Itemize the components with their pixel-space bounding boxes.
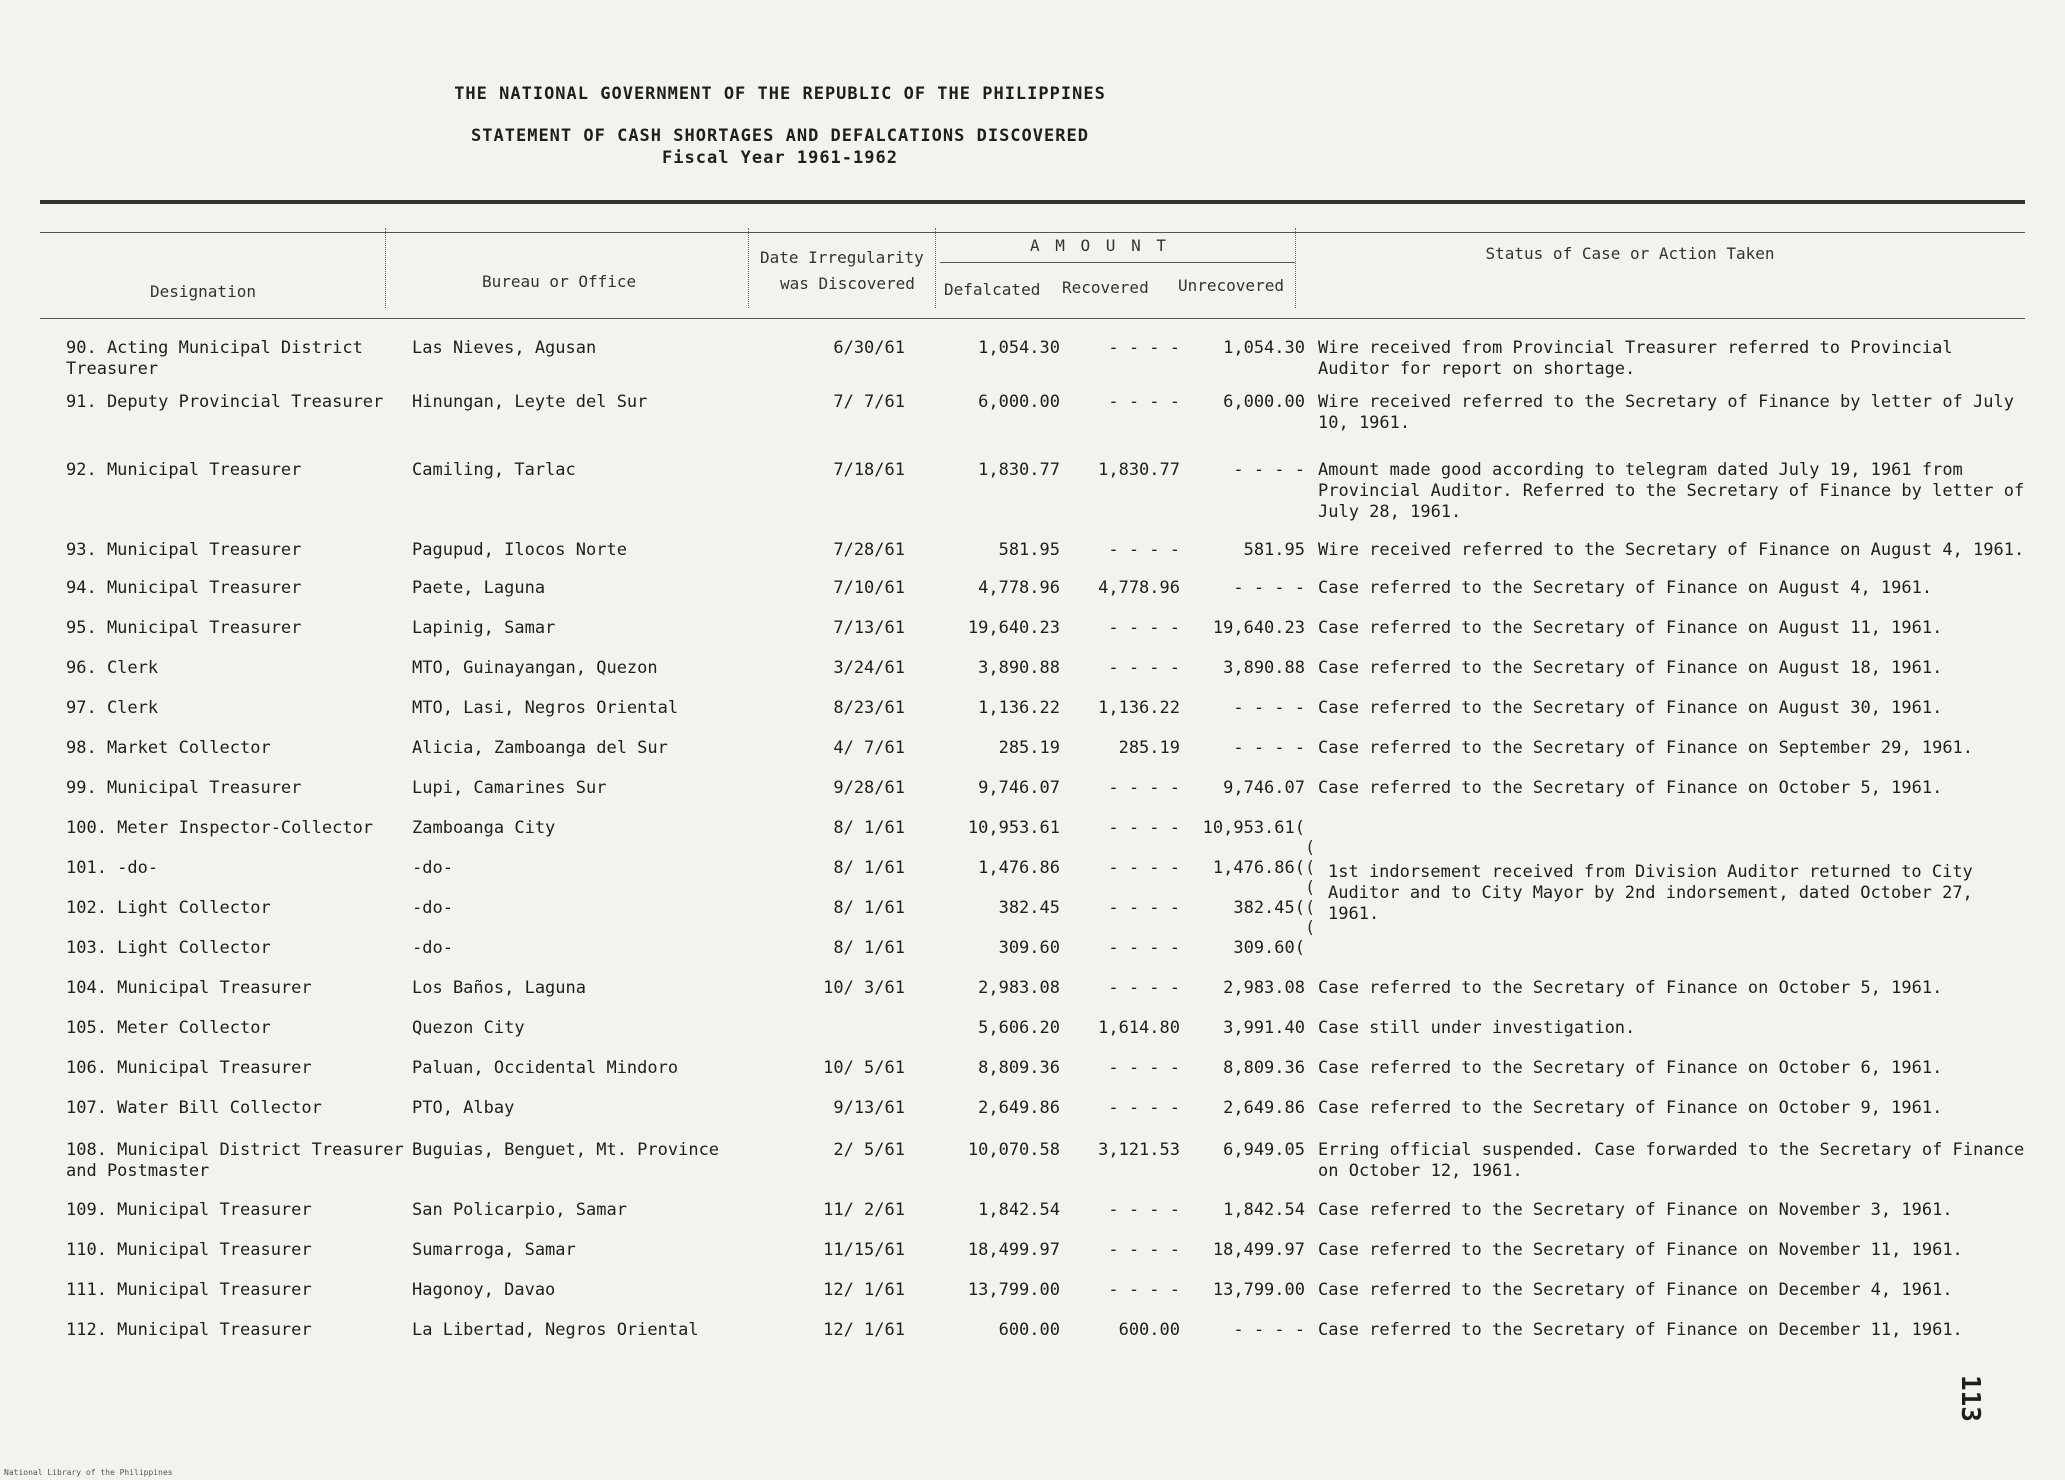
unrecovered-cell: - - - - — [1233, 578, 1305, 598]
table-row — [0, 540, 2065, 580]
designation-cell: 92. Municipal Treasurer — [66, 460, 302, 480]
designation-cell: 111. Municipal Treasurer — [66, 1280, 312, 1300]
status-cell: Wire received referred to the Secretary of Finance on August 4, 1961. — [1318, 540, 2025, 560]
unrecovered-cell: 13,799.00 — [1212, 1280, 1305, 1300]
date-cell: 8/ 1/61 — [833, 938, 905, 958]
date-cell: 3/24/61 — [833, 658, 905, 678]
defalcated-cell: 2,649.86 — [978, 1098, 1060, 1118]
unrecovered-cell: 3,890.88 — [1223, 658, 1305, 678]
status-cell: Case referred to the Secretary of Finance on October 6, 1961. — [1318, 1058, 1943, 1078]
defalcated-cell: 382.45 — [998, 898, 1060, 918]
defalcated-cell: 10,953.61 — [967, 818, 1060, 838]
defalcated-cell: 309.60 — [998, 938, 1060, 958]
designation-cell: 112. Municipal Treasurer — [66, 1320, 312, 1340]
table-row — [0, 1280, 2065, 1320]
date-cell: 11/15/61 — [823, 1240, 905, 1260]
fiscal-year: Fiscal Year 1961-1962 — [662, 148, 898, 168]
designation-cell: 109. Municipal Treasurer — [66, 1200, 312, 1220]
table-row — [0, 1140, 2065, 1180]
designation-cell: 105. Meter Collector — [66, 1018, 271, 1038]
recovered-cell: - - - - — [1108, 898, 1180, 918]
bureau-cell: Lapinig, Samar — [412, 618, 556, 638]
recovered-cell: - - - - — [1108, 392, 1180, 412]
recovered-cell: - - - - — [1108, 818, 1180, 838]
date-cell: 6/30/61 — [833, 338, 905, 358]
table-row — [0, 1098, 2065, 1138]
unrecovered-cell: 9,746.07 — [1223, 778, 1305, 798]
designation-cell: 99. Municipal Treasurer — [66, 778, 302, 798]
date-cell: 8/ 1/61 — [833, 898, 905, 918]
header-date-line2: was Discovered — [780, 274, 915, 293]
unrecovered-cell: 6,000.00 — [1223, 392, 1305, 412]
designation-cell: 106. Municipal Treasurer — [66, 1058, 312, 1078]
designation-cell: 96. Clerk — [66, 658, 159, 678]
status-cell: Case referred to the Secretary of Finance on December 4, 1961. — [1318, 1280, 1953, 1300]
table-row — [0, 460, 2065, 522]
designation-cell: 93. Municipal Treasurer — [66, 540, 302, 560]
unrecovered-cell: 581.95 — [1243, 540, 1305, 560]
table-row — [0, 698, 2065, 738]
designation-cell: 95. Municipal Treasurer — [66, 618, 302, 638]
designation-cell: 110. Municipal Treasurer — [66, 1240, 312, 1260]
status-cell: Case referred to the Secretary of Finance on August 18, 1961. — [1318, 658, 1943, 678]
date-cell: 8/23/61 — [833, 698, 905, 718]
bureau-cell: Zamboanga City — [412, 818, 556, 838]
bureau-cell: Alicia, Zamboanga del Sur — [412, 738, 668, 758]
recovered-cell: - - - - — [1108, 1098, 1180, 1118]
status-cell: Wire received referred to the Secretary of Finance by letter of July 10, 1961. — [1318, 392, 2014, 433]
status-cell: Case referred to the Secretary of Finance on October 5, 1961. — [1318, 978, 1943, 998]
date-cell: 9/13/61 — [833, 1098, 905, 1118]
designation-cell: 90. Acting Municipal District Treasurer — [66, 338, 363, 379]
status-cell: Case referred to the Secretary of Finance on September 29, 1961. — [1318, 738, 1974, 758]
bureau-cell: Quezon City — [412, 1018, 525, 1038]
bureau-cell: MTO, Lasi, Negros Oriental — [412, 698, 679, 718]
status-cell: Case referred to the Secretary of Finance on November 3, 1961. — [1318, 1200, 1953, 1220]
defalcated-cell: 9,746.07 — [978, 778, 1060, 798]
table-row — [0, 658, 2065, 698]
date-cell: 12/ 1/61 — [823, 1280, 905, 1300]
unrecovered-cell: 6,949.05 — [1223, 1140, 1305, 1160]
unrecovered-cell: 18,499.97 — [1212, 1240, 1305, 1260]
bureau-cell: Sumarroga, Samar — [412, 1240, 576, 1260]
defalcated-cell: 1,476.86 — [978, 858, 1060, 878]
defalcated-cell: 10,070.58 — [967, 1140, 1060, 1160]
bureau-cell: Lupi, Camarines Sur — [412, 778, 607, 798]
designation-cell: 97. Clerk — [66, 698, 159, 718]
bureau-cell: La Libertad, Negros Oriental — [412, 1320, 699, 1340]
header-date-line1: Date Irregularity — [760, 248, 924, 267]
unrecovered-cell: - - - - — [1233, 460, 1305, 480]
defalcated-cell: 6,000.00 — [978, 392, 1060, 412]
recovered-cell: - - - - — [1108, 1240, 1180, 1260]
column-separator — [385, 228, 386, 308]
table-row — [0, 1200, 2065, 1240]
unrecovered-cell: 1,476.86( — [1212, 858, 1305, 878]
bureau-cell: Hagonoy, Davao — [412, 1280, 556, 1300]
table-row — [0, 738, 2065, 778]
date-cell: 8/ 1/61 — [833, 818, 905, 838]
bureau-cell: Paete, Laguna — [412, 578, 546, 598]
defalcated-cell: 581.95 — [998, 540, 1060, 560]
amount-rule — [940, 262, 1295, 263]
bureau-cell: Paluan, Occidental Mindoro — [412, 1058, 679, 1078]
defalcated-cell: 600.00 — [998, 1320, 1060, 1340]
defalcated-cell: 1,830.77 — [978, 460, 1060, 480]
page-number: 113 — [1955, 1375, 1985, 1422]
defalcated-cell: 4,778.96 — [978, 578, 1060, 598]
bureau-cell: Hinungan, Leyte del Sur — [412, 392, 648, 412]
status-cell: Amount made good according to telegram dated July 19, 1961 from Provincial Auditor. Referred to the Secretary of Finance by letter of July 28, 1961. — [1318, 460, 2025, 522]
status-cell: Case still under investigation. — [1318, 1018, 1636, 1038]
column-separator — [935, 228, 936, 308]
status-cell: Erring official suspended. Case forwarded to the Secretary of Finance on October 12, 1961. — [1318, 1140, 2025, 1181]
recovered-cell: - - - - — [1108, 938, 1180, 958]
defalcated-cell: 1,842.54 — [978, 1200, 1060, 1220]
bureau-cell: -do- — [412, 898, 453, 918]
unrecovered-cell: 3,991.40 — [1223, 1018, 1305, 1038]
government-title: THE NATIONAL GOVERNMENT OF THE REPUBLIC OF THE PHILIPPINES — [454, 84, 1106, 104]
bureau-cell: MTO, Guinayangan, Quezon — [412, 658, 658, 678]
unrecovered-cell: 2,649.86 — [1223, 1098, 1305, 1118]
unrecovered-cell: 1,054.30 — [1223, 338, 1305, 358]
bureau-cell: Los Baños, Laguna — [412, 978, 586, 998]
defalcated-cell: 1,054.30 — [978, 338, 1060, 358]
unrecovered-cell: 19,640.23 — [1212, 618, 1305, 638]
column-separator — [1295, 228, 1296, 308]
bureau-cell: Pagupud, Ilocos Norte — [412, 540, 627, 560]
table-row — [0, 978, 2065, 1018]
bureau-cell: -do- — [412, 858, 453, 878]
header-top-rule — [40, 200, 2025, 204]
statement-title: STATEMENT OF CASH SHORTAGES AND DEFALCATIONS DISCOVERED — [471, 126, 1089, 146]
bureau-cell: San Policarpio, Samar — [412, 1200, 627, 1220]
recovered-cell: - - - - — [1108, 1058, 1180, 1078]
defalcated-cell: 1,136.22 — [978, 698, 1060, 718]
date-cell: 7/ 7/61 — [833, 392, 905, 412]
table-row — [0, 392, 2065, 432]
table-row — [0, 338, 2065, 378]
table-row — [0, 1240, 2065, 1280]
designation-cell: 100. Meter Inspector-Collector — [66, 818, 374, 838]
table-row — [0, 1058, 2065, 1098]
header-unrecovered: Unrecovered — [1178, 276, 1284, 295]
header-bureau: Bureau or Office — [482, 272, 637, 291]
date-cell: 7/18/61 — [833, 460, 905, 480]
recovered-cell: - - - - — [1108, 778, 1180, 798]
table-row — [0, 1018, 2065, 1058]
date-cell: 7/13/61 — [833, 618, 905, 638]
group-status-text: 1st indorsement received from Division Auditor returned to City Auditor and to City Mayor by 2nd indorsement, dated October 27, 1961. — [1328, 862, 1973, 924]
status-cell: Case referred to the Secretary of Finance on December 11, 1961. — [1318, 1320, 1963, 1340]
date-cell: 10/ 5/61 — [823, 1058, 905, 1078]
unrecovered-cell: 10,953.61( — [1202, 818, 1305, 838]
bureau-cell: PTO, Albay — [412, 1098, 515, 1118]
defalcated-cell: 2,983.08 — [978, 978, 1060, 998]
date-cell: 9/28/61 — [833, 778, 905, 798]
group-brace: ( ( ( ( ( — [1305, 838, 1316, 938]
designation-cell: 108. Municipal District Treasurer and Postmaster — [66, 1140, 404, 1181]
date-cell: 8/ 1/61 — [833, 858, 905, 878]
recovered-cell: - - - - — [1108, 978, 1180, 998]
defalcated-cell: 8,809.36 — [978, 1058, 1060, 1078]
unrecovered-cell: 1,842.54 — [1223, 1200, 1305, 1220]
recovered-cell: 4,778.96 — [1098, 578, 1180, 598]
recovered-cell: 1,830.77 — [1098, 460, 1180, 480]
designation-cell: 98. Market Collector — [66, 738, 271, 758]
unrecovered-cell: 309.60( — [1233, 938, 1305, 958]
recovered-cell: 1,614.80 — [1098, 1018, 1180, 1038]
recovered-cell: - - - - — [1108, 540, 1180, 560]
table-row — [0, 1320, 2065, 1360]
recovered-cell: - - - - — [1108, 1200, 1180, 1220]
recovered-cell: - - - - — [1108, 338, 1180, 358]
recovered-cell: 285.19 — [1118, 738, 1180, 758]
date-cell: 10/ 3/61 — [823, 978, 905, 998]
defalcated-cell: 3,890.88 — [978, 658, 1060, 678]
defalcated-cell: 5,606.20 — [978, 1018, 1060, 1038]
status-cell: Case referred to the Secretary of Finance on August 30, 1961. — [1318, 698, 1943, 718]
status-cell: Case referred to the Secretary of Finance on October 5, 1961. — [1318, 778, 1943, 798]
recovered-cell: 600.00 — [1118, 1320, 1180, 1340]
header-amount: A M O U N T — [1030, 236, 1169, 255]
recovered-cell: - - - - — [1108, 858, 1180, 878]
designation-cell: 102. Light Collector — [66, 898, 271, 918]
unrecovered-cell: - - - - — [1233, 738, 1305, 758]
unrecovered-cell: 2,983.08 — [1223, 978, 1305, 998]
footer-credit: National Library of the Philippines — [4, 1468, 173, 1477]
designation-cell: 104. Municipal Treasurer — [66, 978, 312, 998]
unrecovered-cell: 382.45( — [1233, 898, 1305, 918]
date-cell: 12/ 1/61 — [823, 1320, 905, 1340]
defalcated-cell: 285.19 — [998, 738, 1060, 758]
table-row — [0, 578, 2065, 618]
designation-cell: 103. Light Collector — [66, 938, 271, 958]
recovered-cell: 1,136.22 — [1098, 698, 1180, 718]
unrecovered-cell: - - - - — [1233, 1320, 1305, 1340]
header-status: Status of Case or Action Taken — [1485, 244, 1775, 263]
bureau-cell: Buguias, Benguet, Mt. Province — [412, 1140, 720, 1160]
unrecovered-cell: - - - - — [1233, 698, 1305, 718]
table-row — [0, 618, 2065, 658]
table-row — [0, 778, 2065, 818]
status-cell: Case referred to the Secretary of Finance on November 11, 1961. — [1318, 1240, 1963, 1260]
status-cell: Wire received from Provincial Treasurer referred to Provincial Auditor for report on shortage. — [1318, 338, 1953, 379]
recovered-cell: - - - - — [1108, 1280, 1180, 1300]
date-cell: 4/ 7/61 — [833, 738, 905, 758]
date-cell: 2/ 5/61 — [833, 1140, 905, 1160]
designation-cell: 91. Deputy Provincial Treasurer — [66, 392, 384, 412]
header-recovered: Recovered — [1062, 278, 1149, 297]
defalcated-cell: 13,799.00 — [967, 1280, 1060, 1300]
header-second-rule — [40, 232, 2025, 233]
status-cell: Case referred to the Secretary of Finance on October 9, 1961. — [1318, 1098, 1943, 1118]
defalcated-cell: 19,640.23 — [967, 618, 1060, 638]
column-separator — [748, 228, 749, 308]
recovered-cell: - - - - — [1108, 618, 1180, 638]
designation-cell: 101. -do- — [66, 858, 159, 878]
table-row — [0, 938, 2065, 978]
header-defalcated: Defalcated — [944, 280, 1041, 299]
status-cell: Case referred to the Secretary of Finance on August 4, 1961. — [1318, 578, 1933, 598]
designation-cell: 94. Municipal Treasurer — [66, 578, 302, 598]
table-row — [0, 818, 2065, 858]
unrecovered-cell: 8,809.36 — [1223, 1058, 1305, 1078]
bureau-cell: -do- — [412, 938, 453, 958]
bureau-cell: Camiling, Tarlac — [412, 460, 576, 480]
header-designation: Designation — [150, 282, 256, 301]
header-bottom-rule — [40, 318, 2025, 319]
date-cell: 11/ 2/61 — [823, 1200, 905, 1220]
date-cell: 7/28/61 — [833, 540, 905, 560]
status-cell: Case referred to the Secretary of Finance on August 11, 1961. — [1318, 618, 1943, 638]
date-cell: 7/10/61 — [833, 578, 905, 598]
defalcated-cell: 18,499.97 — [967, 1240, 1060, 1260]
designation-cell: 107. Water Bill Collector — [66, 1098, 322, 1118]
recovered-cell: 3,121.53 — [1098, 1140, 1180, 1160]
recovered-cell: - - - - — [1108, 658, 1180, 678]
bureau-cell: Las Nieves, Agusan — [412, 338, 597, 358]
